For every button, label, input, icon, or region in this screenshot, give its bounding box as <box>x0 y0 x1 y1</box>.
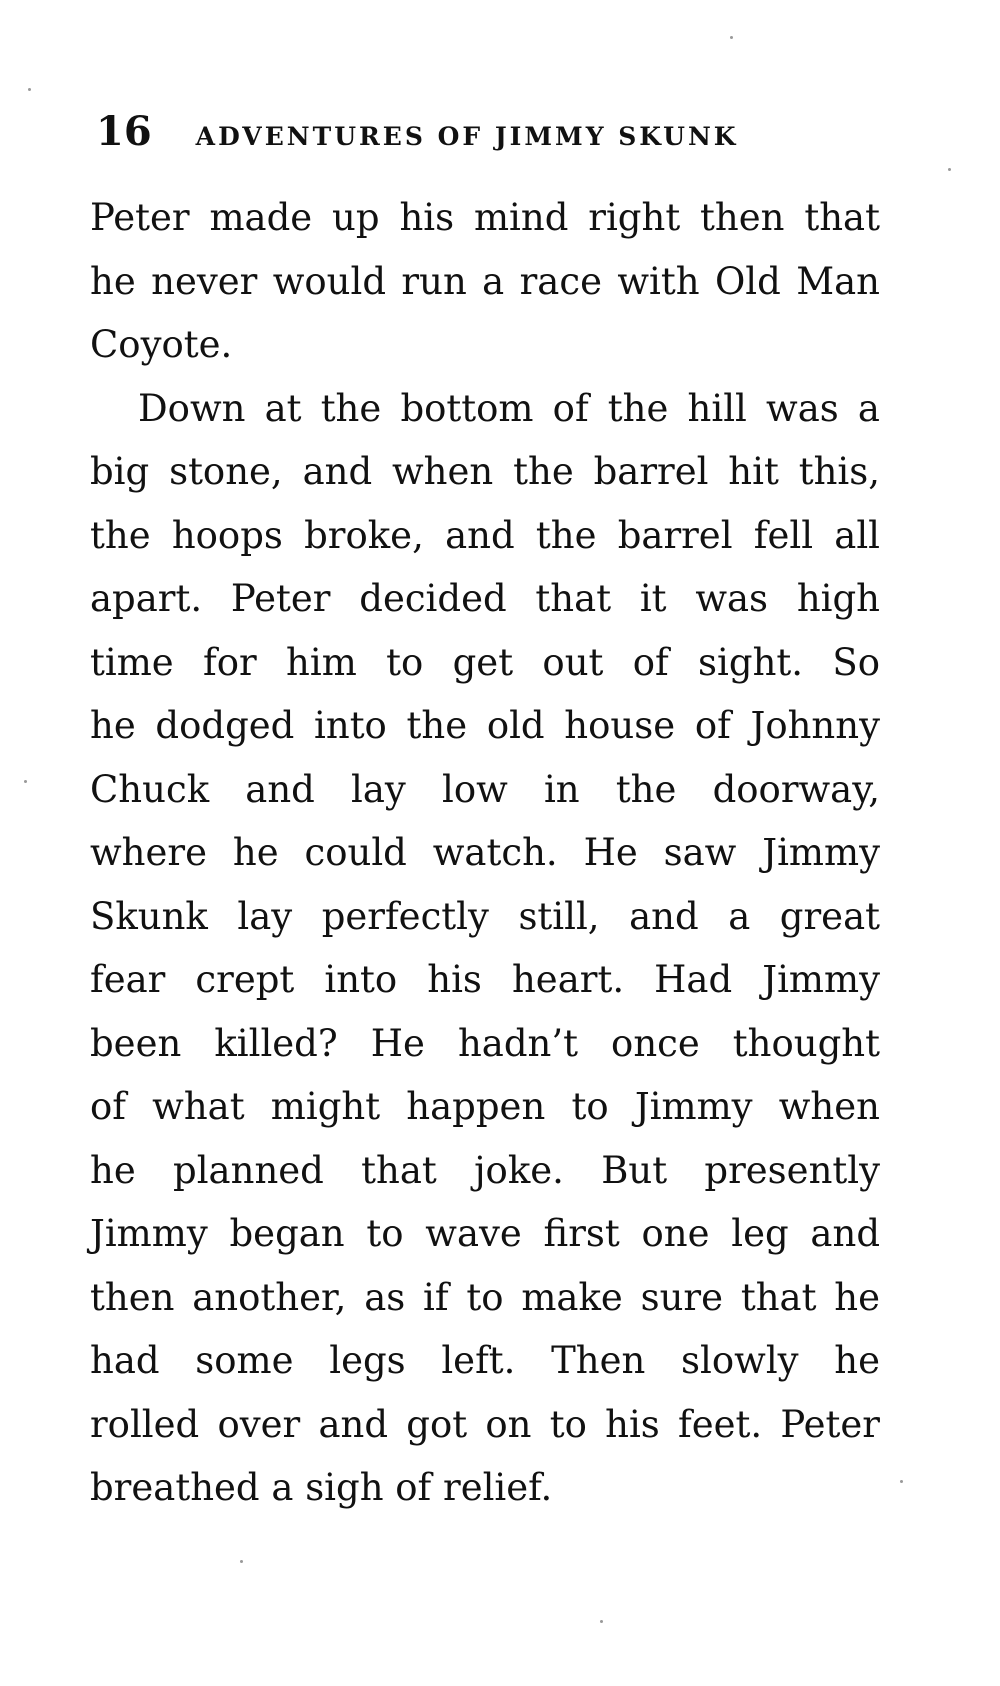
text-line: Jimmy began to wave first one leg and <box>90 1212 880 1255</box>
text-line: of what might happen to Jimmy when <box>90 1085 880 1128</box>
text-line: breathed a sigh of relief. <box>90 1466 553 1509</box>
text-line: Peter made up his mind right then that <box>90 196 880 239</box>
text-line: been killed? He hadn’t once thought <box>90 1021 880 1065</box>
text-line: then another, as if to make sure that he <box>90 1275 880 1319</box>
text-line: where he could watch. He saw Jimmy <box>90 831 880 874</box>
paper-speck <box>730 36 733 39</box>
text-line: Chuck and lay low in the doorway, <box>90 767 880 811</box>
text-line: he planned that joke. But presently <box>90 1148 880 1192</box>
text-line: had some legs left. Then slowly he <box>90 1339 880 1382</box>
text-line: he dodged into the old house of Johnny <box>90 704 880 747</box>
text-line: Down at the bottom of the hill was a <box>138 386 880 430</box>
page-number: 16 <box>96 108 152 155</box>
paper-speck <box>240 1560 243 1563</box>
running-head <box>96 108 876 158</box>
text-line: time for him to get out of sight. So <box>90 640 880 684</box>
body-text <box>90 186 880 1520</box>
paper-speck <box>948 168 951 171</box>
text-line: rolled over and got on to his feet. Peter <box>90 1402 880 1446</box>
paper-speck <box>24 780 27 783</box>
text-line: apart. Peter decided that it was high <box>90 577 880 620</box>
text-line: Coyote. <box>90 323 233 366</box>
text-line: big stone, and when the barrel hit this, <box>90 450 880 493</box>
paper-speck <box>600 1620 603 1623</box>
text-line: the hoops broke, and the barrel fell all <box>90 513 880 557</box>
paper-speck <box>28 88 31 91</box>
paper-speck <box>900 1480 903 1483</box>
text-line: he never would run a race with Old Man <box>90 259 880 303</box>
text-line: fear crept into his heart. Had Jimmy <box>90 958 880 1001</box>
running-title: ADVENTURES OF JIMMY SKUNK <box>195 122 739 151</box>
text-line: Skunk lay perfectly still, and a great <box>90 894 880 938</box>
